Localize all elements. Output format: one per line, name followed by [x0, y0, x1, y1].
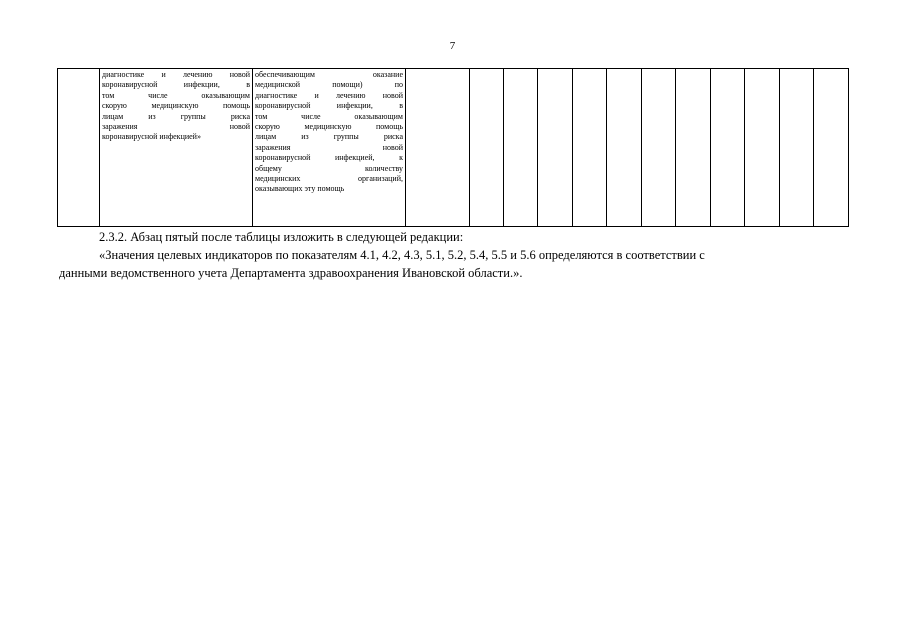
cell-line: диагностике и лечению новой [102, 70, 250, 79]
cell-line: диагностике и лечению новой [255, 90, 403, 100]
cell-line: общему количеству [255, 163, 403, 173]
cell-line: том числе оказывающим [102, 90, 250, 100]
cell-line: обеспечивающим оказание [255, 70, 403, 79]
cell-line: медицинских организаций, [255, 174, 403, 184]
indicator-name-text [100, 69, 252, 143]
cell-line: оказывающих эту помощь [255, 184, 345, 194]
cell-line: лицам из группы риска [255, 132, 403, 142]
table-cell-value [504, 69, 538, 227]
table-cell-value [573, 69, 607, 227]
cell-line: коронавирусной инфекцией» [102, 132, 201, 142]
cell-line: заражения новой [102, 122, 250, 132]
cell-line: том числе оказывающим [255, 111, 403, 121]
section-heading: 2.3.2. Абзац пятый после таблицы изложить в следующей редакции: [99, 230, 464, 244]
indicator-formula-text [253, 69, 405, 195]
table-cell-indicator-name [100, 69, 253, 227]
page-number: 7 [449, 40, 456, 52]
cell-line: заражения новой [255, 142, 403, 152]
cell-line: коронавирусной инфекции, в [102, 80, 250, 90]
indicator-table [57, 68, 849, 227]
table-cell-value [607, 69, 642, 227]
cell-line: коронавирусной инфекцией, к [255, 153, 403, 163]
cell-line: лицам из группы риска [102, 111, 250, 121]
table-cell-number [58, 69, 100, 227]
table-cell-indicator-formula [253, 69, 406, 227]
cell-line: медицинской помощи) по [255, 80, 403, 90]
table-cell-value [538, 69, 573, 227]
table-cell-value [676, 69, 711, 227]
table-cell-value [642, 69, 676, 227]
table-cell-value [780, 69, 814, 227]
cell-line: скорую медицинскую помощь [255, 122, 403, 132]
table-cell-unit [406, 69, 470, 227]
table-cell-value [814, 69, 849, 227]
table-cell-value [745, 69, 780, 227]
table-cell-value [711, 69, 745, 227]
cell-line: коронавирусной инфекции, в [255, 101, 403, 111]
quote-paragraph-line-2: данными ведомственного учета Департамента здравоохранения Ивановской области.». [59, 266, 523, 280]
cell-line: скорую медицинскую помощь [102, 101, 250, 111]
quote-paragraph-line-1: «Значения целевых индикаторов по показателям 4.1, 4.2, 4.3, 5.1, 5.2, 5.4, 5.5 и 5.6 определяются в соответствии с [99, 248, 705, 262]
table-cell-value [470, 69, 504, 227]
table-row [58, 69, 849, 227]
